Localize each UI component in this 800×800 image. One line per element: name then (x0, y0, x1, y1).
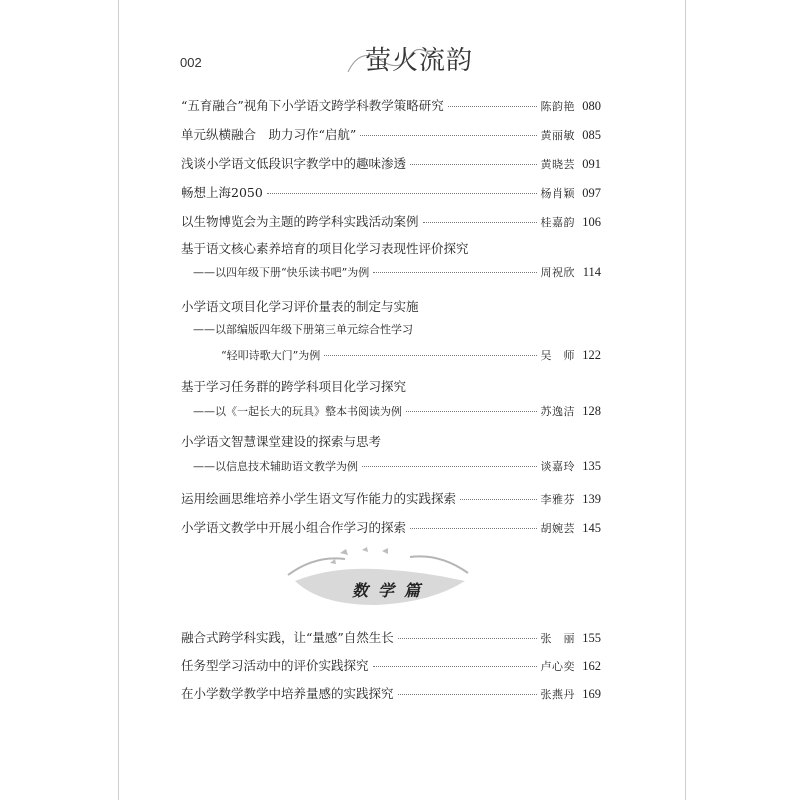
entry-page: 097 (582, 186, 601, 200)
toc-entry[interactable] (181, 96, 601, 116)
entry-title: 小学语文智慧课堂建设的探索与思考 (181, 434, 382, 449)
entry-author: 张燕丹 (540, 688, 575, 701)
toc-entry[interactable] (181, 684, 601, 704)
entry-page: 114 (582, 265, 601, 279)
leader-dots (360, 135, 536, 136)
toc-entry-title-line[interactable] (181, 377, 601, 397)
entry-author: 桂嘉韵 (540, 216, 575, 229)
toc-entry-title-line[interactable] (181, 297, 601, 317)
entry-author: 吴 师 (540, 349, 575, 362)
leader-dots (267, 193, 537, 194)
toc-entry-title-line[interactable] (181, 432, 601, 452)
entry-title: 浅谈小学语文低段识字教学中的趣味渗透 (181, 156, 407, 171)
entry-title: 任务型学习活动中的评价实践探究 (181, 658, 369, 673)
leader-dots (448, 106, 537, 107)
toc-entry[interactable] (181, 154, 601, 174)
entry-page: 169 (582, 687, 601, 701)
leader-dots (373, 666, 537, 667)
section-banner-label: 数学篇 (352, 581, 431, 600)
toc-entry[interactable] (181, 264, 601, 284)
entry-title: 畅想上海2050 (181, 185, 263, 200)
leader-dots (373, 272, 536, 273)
leader-dots (324, 355, 536, 356)
entry-title: 小学语文项目化学习评价量表的制定与实施 (181, 299, 419, 314)
entry-title: 运用绘画思维培养小学生语文写作能力的实践探索 (181, 491, 457, 506)
entry-title: 在小学数学教学中培养量感的实践探究 (181, 686, 394, 701)
entry-page: 145 (582, 521, 601, 535)
toc-entry[interactable] (181, 125, 601, 145)
entry-title: 以生物博览会为主题的跨学科实践活动案例 (181, 214, 419, 229)
toc-entry[interactable] (181, 656, 601, 676)
entry-title: “五育融合”视角下小学语文跨学科教学策略研究 (181, 98, 444, 113)
entry-author: 胡婉芸 (540, 522, 575, 535)
entry-page: 091 (582, 157, 601, 171)
toc-entry[interactable] (181, 403, 601, 423)
entry-subtitle: “轻叩诗歌大门”为例 (221, 349, 321, 362)
entry-page: 139 (582, 492, 601, 506)
toc-entry[interactable] (181, 518, 601, 538)
toc-entry[interactable] (181, 628, 601, 648)
leader-dots (423, 222, 537, 223)
entry-author: 张 丽 (540, 632, 575, 645)
entry-title: 单元纵横融合 助力习作“启航” (181, 127, 357, 142)
entry-subtitle: ——以四年级下册“快乐读书吧”为例 (193, 266, 370, 279)
toc-entry[interactable] (181, 183, 601, 203)
entry-subtitle: ——以《一起长大的玩具》整本书阅读为例 (193, 405, 402, 418)
entry-page: 080 (582, 99, 601, 113)
entry-author: 黄晓芸 (540, 158, 575, 171)
entry-author: 周祝欣 (540, 266, 575, 279)
entry-page: 155 (582, 631, 601, 645)
entry-author: 杨肖颖 (540, 187, 575, 200)
leader-dots (460, 499, 536, 500)
entry-page: 085 (582, 128, 601, 142)
entry-author: 苏逸洁 (540, 405, 575, 418)
entry-author: 卢心奕 (540, 660, 575, 673)
leader-dots (398, 694, 537, 695)
leader-dots (362, 466, 537, 467)
entry-author: 谈嘉玲 (540, 460, 575, 473)
leader-dots (410, 164, 536, 165)
entry-title: 基于学习任务群的跨学科项目化学习探究 (181, 379, 407, 394)
header-title: 萤火流韵 (365, 46, 474, 76)
toc-entry[interactable] (181, 489, 601, 509)
leader-dots (398, 638, 537, 639)
entry-page: 135 (582, 459, 601, 473)
entry-page: 122 (582, 348, 601, 362)
entry-title: 小学语文教学中开展小组合作学习的探索 (181, 520, 407, 535)
page-sheet (118, 0, 686, 800)
toc-entry[interactable] (181, 212, 601, 232)
entry-title: 基于语文核心素养培育的项目化学习表现性评价探究 (181, 241, 469, 256)
toc-entry[interactable] (181, 347, 601, 367)
entry-author: 李雅芬 (540, 493, 575, 506)
entry-subtitle: ——以信息技术辅助语文教学为例 (193, 460, 358, 473)
page-number: 002 (180, 55, 202, 70)
leader-dots (410, 528, 536, 529)
leader-dots (406, 411, 537, 412)
entry-subtitle: ——以部编版四年级下册第三单元综合性学习 (193, 323, 413, 336)
entry-page: 106 (582, 215, 601, 229)
entry-page: 128 (582, 404, 601, 418)
entry-author: 陈韵艳 (540, 100, 575, 113)
entry-title: 融合式跨学科实践，让“量感”自然生长 (181, 630, 394, 645)
entry-page: 162 (582, 659, 601, 673)
entry-author: 黄丽敏 (540, 129, 575, 142)
toc-entry[interactable] (181, 458, 601, 478)
toc-entry-title-line[interactable] (181, 239, 601, 259)
